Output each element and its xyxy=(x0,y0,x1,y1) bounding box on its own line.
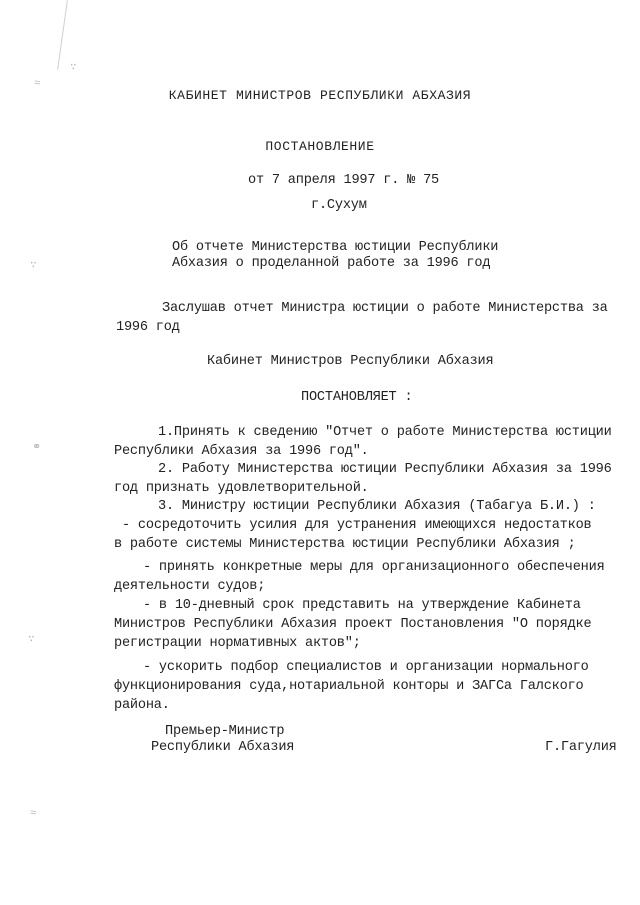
body-line: 1.Принять к сведению "Отчет о работе Министерства юстиции xyxy=(158,425,612,440)
punch-hole-mark: ⚭ xyxy=(32,442,42,454)
body-line: - в 10-дневный срок представить на утверждение Кабинета xyxy=(143,598,581,613)
punch-hole-mark: ≈ xyxy=(30,808,37,820)
document-city: г.Сухум xyxy=(311,198,367,213)
preamble-line: 1996 год xyxy=(116,320,180,335)
punch-hole-mark: ∵ xyxy=(30,260,37,272)
punch-hole-mark: ≈ xyxy=(34,78,41,90)
margin-scratch xyxy=(57,0,68,69)
preamble-line: Заслушав отчет Министра юстиции о работе Министерства за xyxy=(162,301,608,316)
body-line: 2. Работу Министерства юстиции Республики Абхазия за 1996 xyxy=(158,462,612,477)
punch-hole-mark: ∵ xyxy=(70,62,77,74)
subject-line: Абхазия о проделанной работе за 1996 год xyxy=(172,256,491,271)
document-date: от 7 апреля 1997 г. № 75 xyxy=(248,173,439,188)
body-line: - принять конкретные меры для организационного обеспечения xyxy=(143,560,605,575)
body-line: - ускорить подбор специалистов и организации нормального xyxy=(143,660,589,675)
body-line: в работе системы Министерства юстиции Республики Абхазия ; xyxy=(114,537,576,552)
issuer-line: Кабинет Министров Республики Абхазия xyxy=(207,354,494,369)
body-line: района. xyxy=(114,698,170,713)
body-line: функционирования суда,нотариальной конторы и ЗАГСа Галского xyxy=(114,679,584,694)
signature-name: Г.Гагулия xyxy=(545,740,617,755)
body-line: год признать удовлетворительной. xyxy=(114,481,369,496)
body-line: Республики Абхазия за 1996 год". xyxy=(114,444,369,459)
body-line: регистрации нормативных актов"; xyxy=(114,636,361,651)
body-line: 3. Министру юстиции Республики Абхазия (Табагуа Б.И.) : xyxy=(158,499,596,514)
document-type: ПОСТАНОВЛЕНИЕ xyxy=(265,139,375,154)
body-line: Министров Республики Абхазия проект Постановления "О порядке xyxy=(114,617,592,632)
resolves-line: ПОСТАНОВЛЯЕТ : xyxy=(301,390,413,405)
signature-title: Премьер-Министр xyxy=(165,724,285,739)
subject-line: Об отчете Министерства юстиции Республики xyxy=(172,240,499,255)
punch-hole-mark: ∵ xyxy=(28,634,35,646)
signature-title: Республики Абхазия xyxy=(151,740,295,755)
body-line: деятельности судов; xyxy=(114,579,266,594)
document-header: КАБИНЕТ МИНИСТРОВ РЕСПУБЛИКИ АБХАЗИЯ xyxy=(168,88,472,103)
body-line: - сосредоточить усилия для устранения имеющихся недостатков xyxy=(122,518,592,533)
